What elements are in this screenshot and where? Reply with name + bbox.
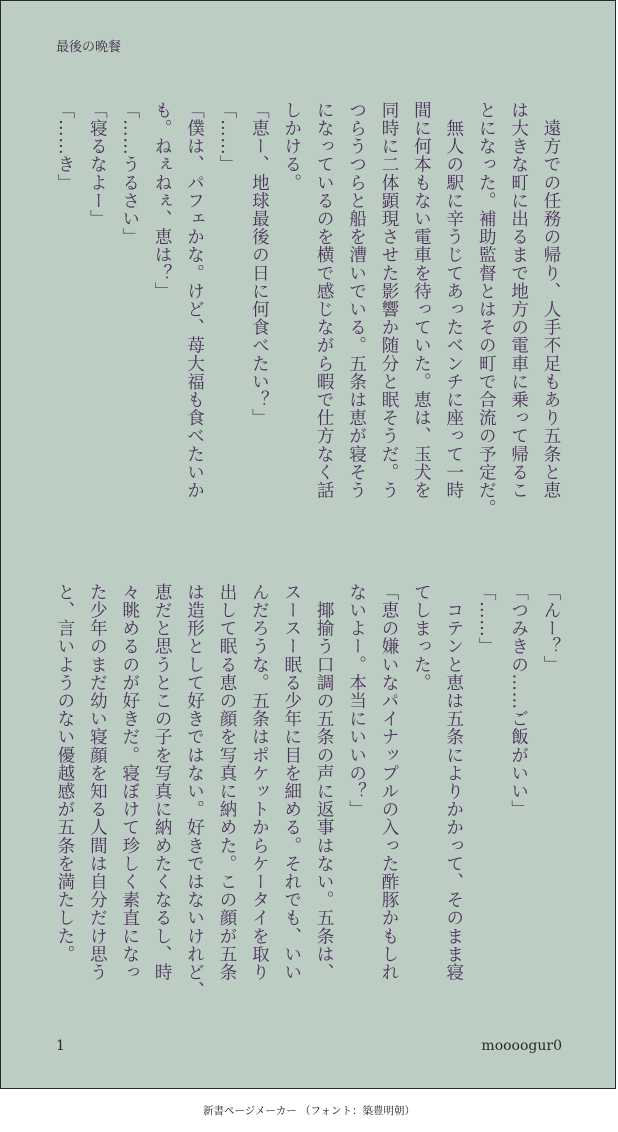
text-column: 恵だと思うとこの子を写真に納めたくなるし、時 <box>152 583 173 982</box>
text-column: 「寝るなよー」 <box>87 101 108 228</box>
text-column: 「恵の嫌いなパイナップルの入った酢豚かもしれ <box>378 583 399 982</box>
text-column: 「僕は、パフェかな。けど、苺大福も食べたいか <box>184 101 205 500</box>
text-column: んだろうな。五条はポケットからケータイを取り <box>249 583 270 982</box>
text-block-bottom <box>49 583 568 1000</box>
text-column: 出して眠る恵の顔を写真に納めた。この顔が五条 <box>216 583 237 982</box>
text-column: は大きな町に出るまで地方の電車に乗って帰るこ <box>508 101 529 500</box>
text-column: とになった。補助監督とはその町で合流の予定だ。 <box>476 101 497 518</box>
page-title: 最後の晩餐 <box>56 40 122 55</box>
text-column: 揶揄う口調の五条の声に返事はない。五条は、 <box>314 583 335 982</box>
text-column: になっているのを横で感じながら暇で仕方なく話 <box>314 101 335 500</box>
text-column: 「……」 <box>216 101 237 174</box>
text-column: 「恵ー、地球最後の日に何食べたい？」 <box>249 101 270 427</box>
text-column: と、言いようのない優越感が五条を満たした。 <box>54 583 75 964</box>
text-column: しかける。 <box>281 101 302 192</box>
text-column: 同時に二体顕現させた影響か随分と眠そうだ。う <box>378 101 399 500</box>
text-block-top <box>49 101 568 571</box>
text-column: 「……き」 <box>54 101 75 192</box>
author-name: moooogur0 <box>481 1038 562 1054</box>
text-column: 無人の駅に辛うじてあったベンチに座って一時 <box>443 101 464 500</box>
text-column: てしまった。 <box>411 583 432 692</box>
text-column: 「……うるさい」 <box>119 101 140 246</box>
text-column: 「……」 <box>476 583 497 656</box>
text-column: コテンと恵は五条によりかかって、そのまま寝 <box>443 583 464 982</box>
text-column: 「んー？」 <box>541 583 561 674</box>
text-column: 々眺めるのが好きだ。寝ぼけて珍しく素直になっ <box>119 583 140 982</box>
text-column: 「つみきの……ご飯がいい」 <box>508 583 529 819</box>
text-column: は造形として好きではない。好きではないけれど、 <box>184 583 205 1000</box>
text-column: 遠方での任務の帰り、人手不足もあり五条と恵 <box>541 101 561 500</box>
app-caption: 新書ページメーカー （フォント：築豊明朝） <box>202 1105 416 1117</box>
text-column: た少年のまだ幼い寝顔を知る人間は自分だけ思う <box>87 583 108 982</box>
text-column: スースー眠る少年に目を細める。それでも、いい <box>281 583 302 982</box>
text-column: つらうつらと船を漕いでいる。五条は恵が寝そう <box>346 101 367 500</box>
text-column: ないよー。本当にいいの？」 <box>346 583 367 819</box>
text-column: 間に何本もない電車を待っていた。恵は、玉犬を <box>411 101 432 500</box>
page-number: 1 <box>56 1038 65 1054</box>
text-column: も。ねぇねぇ、恵は？」 <box>152 101 173 301</box>
